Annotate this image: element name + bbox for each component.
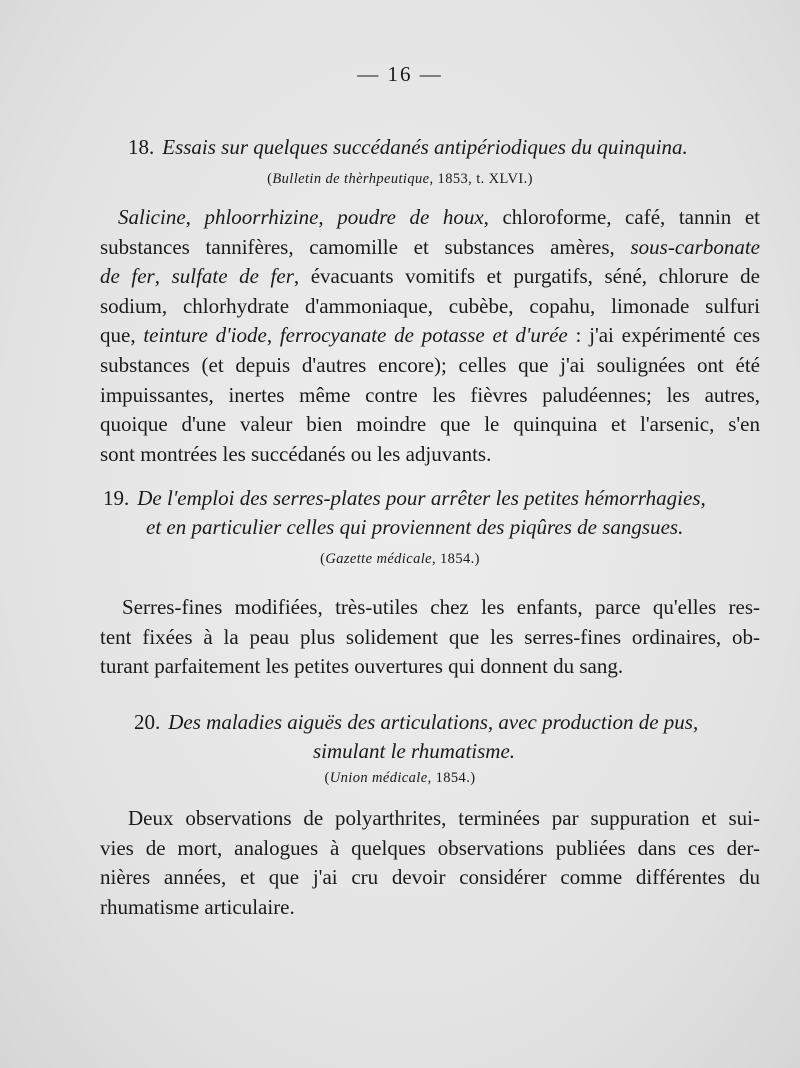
- italic-text: Salicine, phloorrhizine: [118, 205, 319, 229]
- entry-19-title: [103, 484, 763, 513]
- text-run: tent fixées à la peau plus solidement que les serres-fines ordinaires, ob-: [100, 624, 760, 649]
- body-line: [100, 440, 760, 469]
- bleed-through: [90, 104, 750, 133]
- source-details: , 1854.): [427, 770, 476, 786]
- entry-number: 19.: [103, 486, 130, 510]
- entry-18-title: [128, 133, 788, 162]
- body-line: [100, 410, 760, 439]
- italic-text: sous-carbonate: [630, 234, 760, 259]
- page-number: — 16 —: [357, 62, 443, 86]
- body-line: [128, 804, 760, 833]
- text-run: Serres-fines modifiées, très-utiles chez les enfants, parce qu'elles res-: [122, 595, 760, 619]
- source-journal: Union médicale: [329, 770, 428, 786]
- entry-20-source: [0, 770, 800, 787]
- body-line: [100, 233, 760, 262]
- source-paren: (: [324, 770, 330, 786]
- text-run: , évacuants vomitifs et purgatifs, séné, chlorure de: [293, 264, 760, 289]
- source-paren: (: [267, 171, 273, 187]
- entry-title-text: simulant le rhumatisme.: [313, 739, 516, 763]
- entry-18-source: [0, 171, 800, 188]
- body-line: [100, 351, 760, 380]
- text-run: vies de mort, analogues à quelques observations publiées dans ces der-: [100, 835, 760, 860]
- italic-text: teinture d'iode: [143, 323, 267, 348]
- text-run: impuissantes, inertes même contre les fièvres paludéennes; les autres,: [100, 382, 760, 407]
- body-line: [118, 203, 760, 232]
- entry-20-title: [134, 708, 794, 737]
- text-run: quoique d'une valeur bien moindre que le quinquina et l'arsenic, s'en: [100, 412, 760, 437]
- text-run: ,: [318, 205, 338, 229]
- text-run: substances (et depuis d'autres encore); celles que j'ai soulignées ont été: [100, 353, 760, 377]
- entry-title-text: Des maladies aiguës des articulations, avec production de pus,: [168, 710, 699, 734]
- italic-text: sulfate de fer: [171, 264, 294, 289]
- body-line: [100, 262, 760, 291]
- body-line: [100, 893, 760, 922]
- text-run: turant parfaitement les petites ouvertures qui donnent du sang.: [100, 654, 624, 678]
- source-journal: Bulletin de thèrhpeutique: [272, 171, 430, 187]
- italic-text: poudre de houx: [337, 205, 484, 229]
- source-details: , 1853, t. XLVI.): [429, 171, 533, 187]
- entry-title-text: Essais sur quelques succédanés antipériodiques du quinquina.: [162, 135, 688, 159]
- body-line: [122, 593, 760, 622]
- text-run: : j'ai expérimenté ces: [567, 323, 761, 348]
- italic-text: ferrocyanate de potasse et d'urée: [279, 323, 568, 348]
- body-line: [100, 652, 760, 681]
- text-run: ,: [266, 323, 280, 348]
- text-run: ,: [154, 264, 172, 289]
- text-run: sodium, chlorhydrate d'ammoniaque, cubèbe, copahu, limonade sulfuri: [100, 293, 760, 318]
- text-run: substances tannifères, camomille et substances amères,: [100, 234, 631, 259]
- entry-19-source: [0, 551, 800, 568]
- text-run: sont montrées les succédanés ou les adjuvants.: [100, 441, 492, 466]
- entry-number: 20.: [134, 710, 161, 734]
- source-journal: Gazette médicale: [325, 551, 432, 567]
- source-details: , 1854.): [431, 551, 480, 567]
- text-run: rhumatisme articulaire.: [100, 894, 295, 919]
- entry-20-title-continued: [313, 737, 800, 766]
- entry-number: 18.: [128, 135, 155, 159]
- body-line: [100, 623, 760, 652]
- text-run: , chloroforme, café, tannin et: [483, 205, 761, 229]
- entry-title-text: De l'emploi des serres-plates pour arrêter les petites hémorrhagies,: [137, 486, 706, 510]
- body-line: [100, 381, 760, 410]
- body-line: [100, 321, 760, 350]
- text-run: Deux observations de polyarthrites, terminées par suppuration et sui-: [128, 806, 760, 830]
- body-line: [100, 834, 760, 863]
- text-run: nières années, et que j'ai cru devoir considérer comme différentes du: [100, 865, 760, 889]
- italic-text: de fer: [100, 264, 155, 289]
- source-paren: (: [320, 551, 326, 567]
- body-line: [100, 863, 760, 892]
- entry-title-text: et en particulier celles qui proviennent des piqûres de sangsues.: [146, 515, 684, 539]
- entry-19-title-continued: [146, 513, 800, 542]
- text-run: que,: [100, 323, 144, 348]
- body-line: [100, 292, 760, 321]
